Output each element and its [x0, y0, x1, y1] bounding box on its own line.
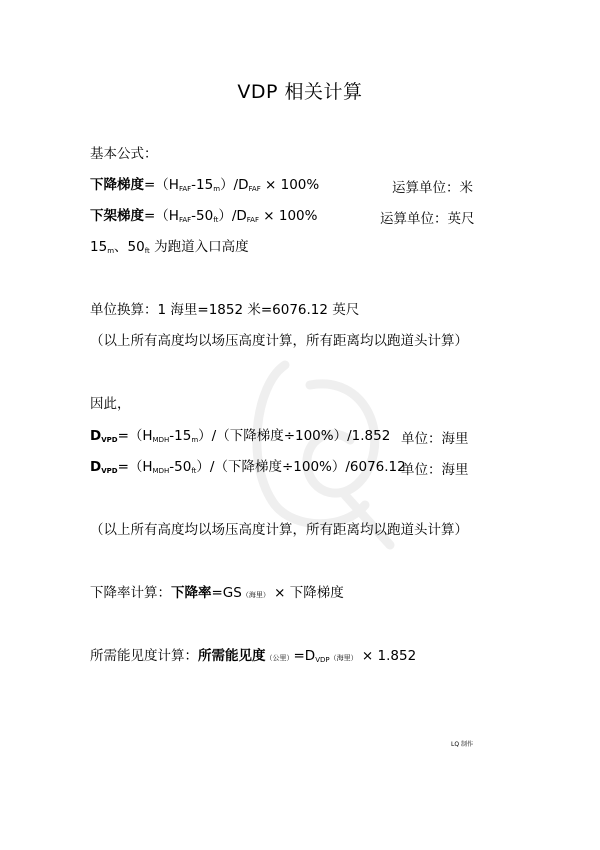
formula-text: × 100% — [260, 177, 320, 193]
formula-text: ）/D — [220, 177, 249, 193]
basic-formula-label: 基本公式： — [90, 146, 158, 162]
subscript: VPD — [101, 467, 118, 475]
formula-text: =（H — [144, 177, 179, 193]
glide-gradient-term: 下架梯度 — [90, 208, 144, 224]
subscript: m — [107, 247, 115, 255]
subscript: MDH — [152, 467, 170, 475]
formula-text: 为跑道入口高度 — [149, 239, 249, 255]
runway-threshold-note — [90, 238, 249, 260]
formula-text: -15 — [191, 177, 214, 193]
subscript: ft — [191, 467, 197, 475]
formula-text: 、50 — [114, 239, 145, 255]
formula-text: D — [90, 428, 102, 444]
formula-text: × 1.852 — [357, 648, 417, 664]
formula-text: -50 — [191, 208, 214, 224]
unit-small: （海里） — [241, 591, 270, 599]
subscript: VDP — [315, 656, 330, 664]
vdp-formula-meters — [90, 427, 390, 449]
formula-label: 所需能见度计算： — [90, 648, 198, 664]
formula-text: D — [90, 459, 102, 475]
subscript: m — [213, 185, 221, 193]
formula-text: 15 — [90, 239, 108, 255]
unit-nautical-mile: 单位：海里 — [401, 431, 469, 447]
formula-text: ）/D — [218, 208, 247, 224]
subscript: ft — [213, 216, 219, 224]
unit-nautical-mile: 单位：海里 — [401, 462, 469, 478]
footer-credit: LQ 制作 — [451, 741, 473, 748]
formula-text: ）/（下降梯度÷100%）/1.852 — [198, 428, 391, 444]
unit-small: （公里） — [265, 654, 294, 662]
unit-small: （海里） — [329, 654, 358, 662]
formula-text: -50 — [169, 459, 192, 475]
subscript: VPD — [101, 436, 118, 444]
formula-text: =D — [293, 648, 316, 664]
subscript: MDH — [152, 436, 170, 444]
unit-conversion: 单位换算：1 海里=1852 米=6076.12 英尺 — [90, 302, 360, 318]
formula-text: -15 — [169, 428, 192, 444]
subscript: FAF — [246, 216, 259, 224]
subscript: FAF — [178, 185, 192, 193]
formula-text: =GS — [211, 585, 242, 601]
visibility-term: 所需能见度 — [198, 648, 266, 664]
formula-text: × 下降梯度 — [269, 585, 344, 601]
unit-meter: 运算单位：米 — [392, 180, 473, 196]
formula-text: × 100% — [258, 208, 318, 224]
formula-text: =（H — [117, 459, 153, 475]
vdp-formula-feet — [90, 458, 406, 480]
descent-rate-formula — [90, 584, 344, 604]
descent-gradient-formula — [90, 176, 319, 198]
subscript: FAF — [178, 216, 192, 224]
subscript: ft — [144, 247, 150, 255]
glide-gradient-formula — [90, 207, 317, 229]
descent-gradient-term: 下降梯度 — [90, 177, 144, 193]
note-text: （以上所有高度均以场压高度计算，所有距离均以跑道头计算） — [90, 333, 468, 349]
unit-feet: 运算单位：英尺 — [380, 211, 475, 227]
formula-text: =（H — [144, 208, 179, 224]
formula-label: 下降率计算： — [90, 585, 171, 601]
visibility-formula — [90, 647, 416, 669]
note-text: （以上所有高度均以场压高度计算，所有距离均以跑道头计算） — [90, 522, 468, 538]
descent-rate-term: 下降率 — [171, 585, 212, 601]
page-title: VDP 相关计算 — [237, 81, 363, 103]
subscript: FAF — [248, 185, 261, 193]
formula-text: ）/（下降梯度÷100%）/6076.12 — [196, 459, 406, 475]
therefore-label: 因此， — [90, 396, 131, 412]
subscript: m — [191, 436, 199, 444]
formula-text: =（H — [117, 428, 153, 444]
